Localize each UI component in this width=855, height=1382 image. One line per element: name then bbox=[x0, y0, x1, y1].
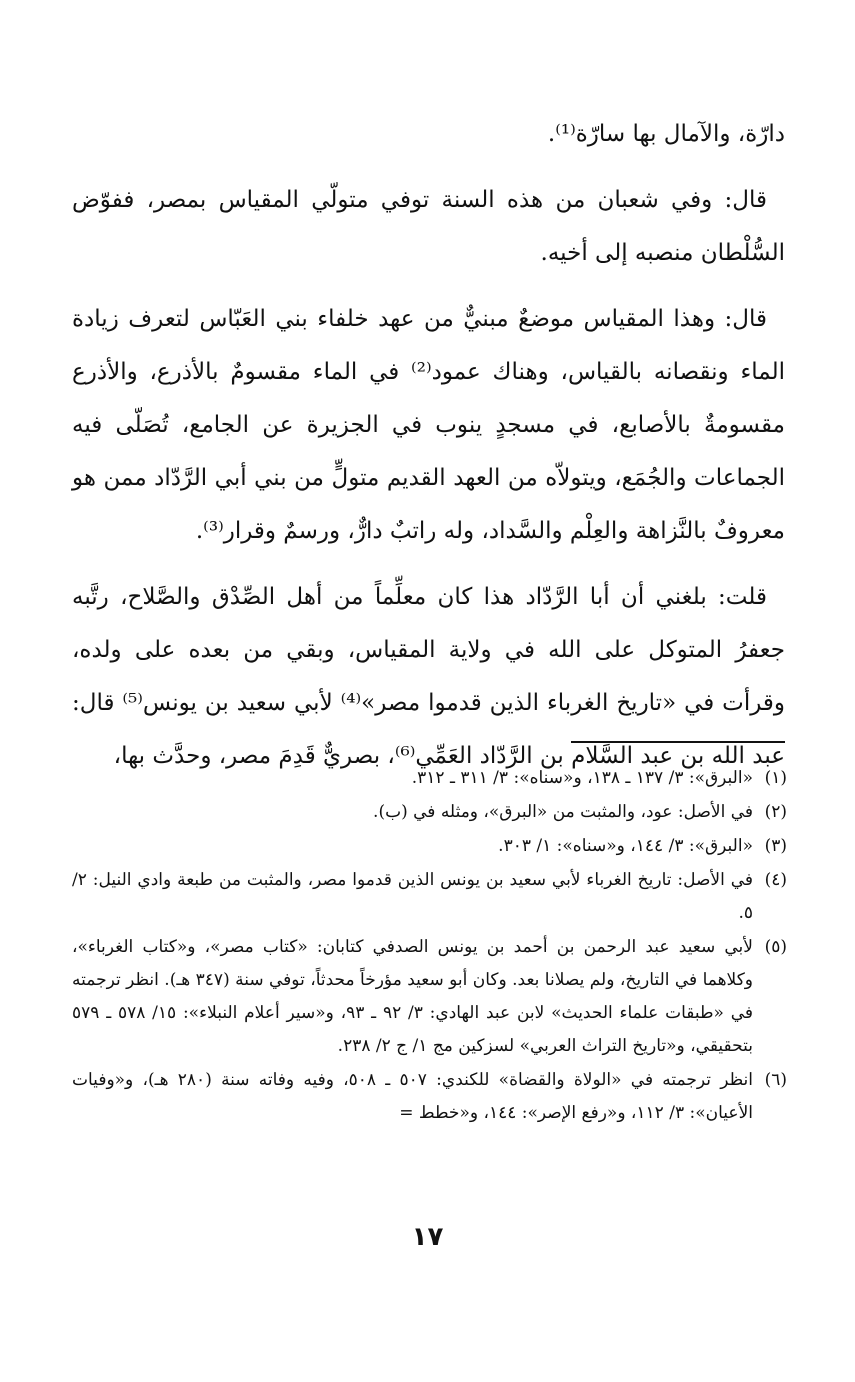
footnote bbox=[72, 1064, 787, 1130]
main-text bbox=[72, 108, 785, 796]
footnote-text: «البرق»: ٣/ ١٤٤، و«سناه»: ١/ ٣٠٣. bbox=[498, 836, 753, 856]
paragraph-text: قال: وهذا المقياس موضعٌ مبنيٌّ من عهد خلفاء بني العَبّاس لتعرف زيادة الماء ونقصانه بالقياس، وهناك عمود⁽²⁾ في الماء مقسومٌ بالأذرع، والأذرع مقسومةٌ بالأصابع، في مسجدٍ ينوب في الجزيرة عن الجامع، تُصَلّى فيه الجماعات والجُمَع، ويتولاّه من العهد القديم متولٍّ من بني أبي الرَّدّاد ممن هو معروفٌ بالنَّزاهة والعِلْم والسَّداد، وله راتبٌ دارٌّ، ورسمٌ وقرار⁽³⁾. bbox=[72, 306, 785, 544]
paragraph bbox=[72, 293, 785, 558]
footnote bbox=[72, 796, 787, 829]
footnote-text: لأبي سعيد عبد الرحمن بن أحمد بن يونس الصدفي كتابان: «كتاب مصر»، و«كتاب الغرباء»، وكلاهما في التاريخ، ولم يصلانا بعد. وكان أبو سعيد مؤرخاً محدثاً، توفي سنة (٣٤٧ هـ). انظر ترجمته في «طبقات علماء الحديث» لابن عبد الهادي: ٣/ ٩٢ ـ ٩٣، و«سير أعلام النبلاء»: ١٥/ ٥٧٨ ـ ٥٧٩ بتحقيقي، و«تاريخ التراث العربي» لسزكين مج ١/ ج ٢/ ٢٣٨. bbox=[72, 937, 753, 1056]
footnote-number: (٢) bbox=[764, 802, 787, 822]
paragraph bbox=[72, 174, 785, 280]
footnote bbox=[72, 762, 787, 795]
paragraph-continuation: دارّة، والآمال بها سارّة⁽¹⁾. bbox=[547, 121, 785, 147]
footnote bbox=[72, 830, 787, 863]
paragraph-text: قلت: بلغني أن أبا الرَّدّاد هذا كان معلِّماً من أهل الصِّدْق والصَّلاح، رتَّبه جعفرُ المتوكل على الله في ولاية المقياس، وبقي من بعده على ولده، وقرأت في «تاريخ الغرباء الذين قدموا مصر»⁽⁴⁾ لأبي سعيد بن يونس⁽⁵⁾ قال: عبد الله بن عبد السَّلام بن الرَّدّاد العَمِّي⁽⁶⁾، بصريٌّ قَدِمَ مصر، وحدَّث بها، bbox=[72, 584, 785, 769]
footnote-number: (١) bbox=[764, 768, 787, 788]
footnotes bbox=[72, 762, 787, 1131]
footnote-text: انظر ترجمته في «الولاة والقضاة» للكندي: ٥٠٧ ـ ٥٠٨، وفيه وفاته سنة (٢٨٠ هـ)، و«وفيات الأعيان»: ٣/ ١١٢، و«رفع الإصر»: ١٤٤، و«خطط = bbox=[72, 1070, 753, 1123]
page-number: ١٧ bbox=[411, 1222, 444, 1252]
footnote bbox=[72, 931, 787, 1063]
footnote-text: في الأصل: عود، والمثبت من «البرق»، ومثله في (ب). bbox=[373, 802, 753, 822]
footnote-text: «البرق»: ٣/ ١٣٧ ـ ١٣٨، و«سناه»: ٣/ ٣١١ ـ ٣١٢. bbox=[411, 768, 753, 788]
paragraph-text: قال: وفي شعبان من هذه السنة توفي متولّي المقياس بمصر، ففوّض السُّلْطان منصبه إلى أخيه. bbox=[72, 187, 785, 266]
footnote bbox=[72, 864, 787, 930]
paragraph bbox=[72, 571, 785, 783]
footnote-number: (٥) bbox=[764, 937, 787, 957]
footnote-text: في الأصل: تاريخ الغرباء لأبي سعيد بن يونس الذين قدموا مصر، والمثبت من طبعة وادي النيل: ٢/ ٥. bbox=[72, 870, 753, 923]
footnote-divider bbox=[571, 741, 785, 743]
footnote-number: (٤) bbox=[764, 870, 787, 890]
footnote-number: (٣) bbox=[764, 836, 787, 856]
footnote-number: (٦) bbox=[764, 1070, 787, 1090]
